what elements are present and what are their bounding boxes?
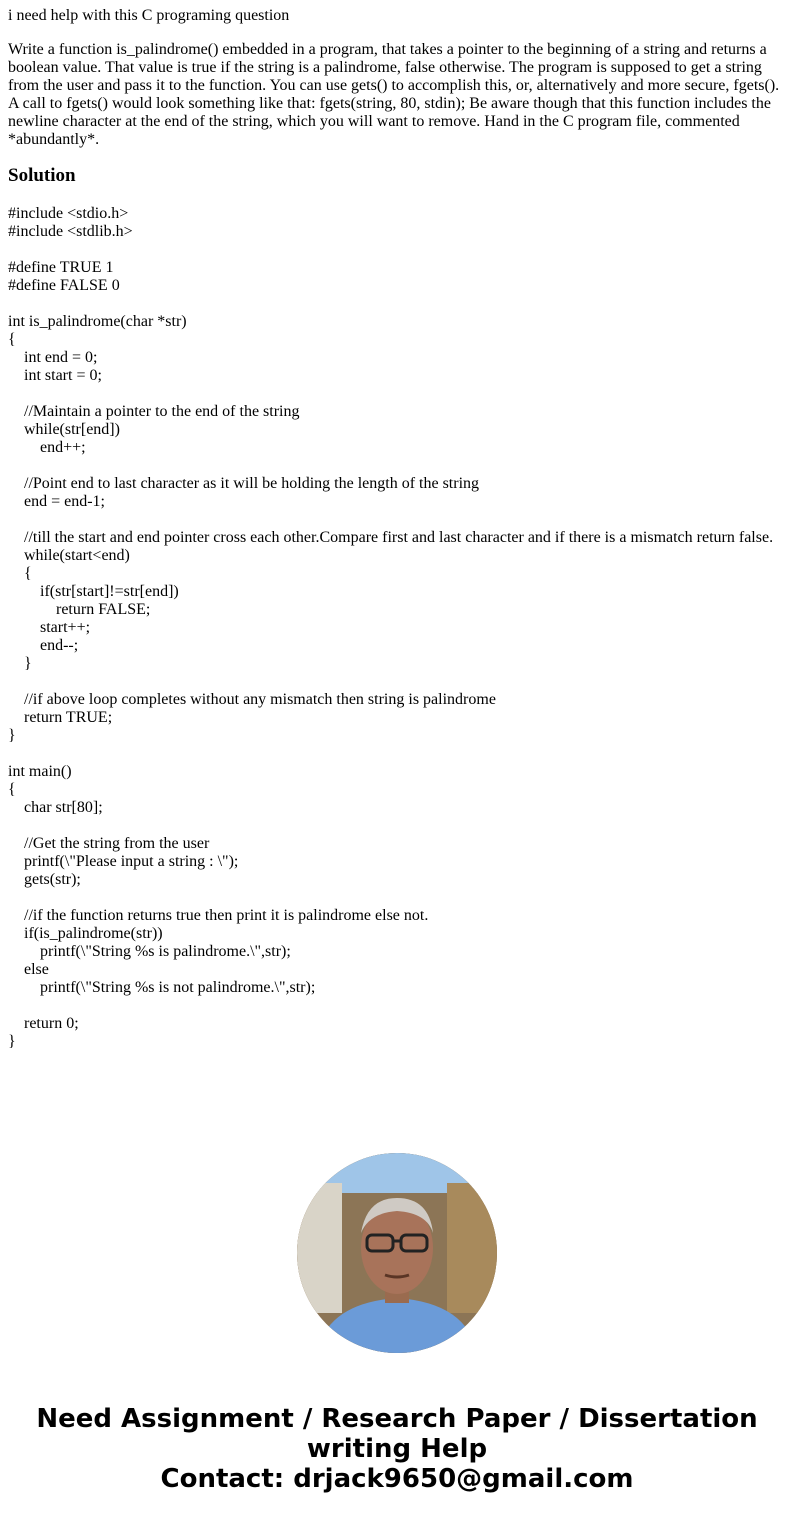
code-line xyxy=(8,457,786,475)
author-photo-avatar xyxy=(297,1153,497,1353)
code-line: { xyxy=(8,331,16,348)
solution-heading: Solution xyxy=(8,165,76,186)
banner-line-1: Need Assignment / Research Paper / Dissertation xyxy=(36,1404,758,1434)
banner-line-2: writing Help xyxy=(306,1434,488,1464)
code-line: #define TRUE 1 xyxy=(8,259,114,276)
code-line: printf(\"Please input a string : \"); xyxy=(24,853,239,870)
code-line: printf(\"String %s is palindrome.\",str); xyxy=(40,943,291,960)
code-line: return 0; xyxy=(24,1015,79,1032)
code-line: end--; xyxy=(40,637,79,654)
solution-code xyxy=(8,205,786,1051)
code-line: //if above loop completes without any mismatch then string is palindrome xyxy=(24,691,496,708)
code-line: end = end-1; xyxy=(24,493,105,510)
code-line: if(is_palindrome(str)) xyxy=(24,925,163,942)
code-line: } xyxy=(8,1033,16,1050)
code-line xyxy=(8,511,786,529)
code-line xyxy=(8,295,786,313)
code-line: while(start<end) xyxy=(24,547,130,564)
code-line: return TRUE; xyxy=(24,709,113,726)
code-line xyxy=(8,889,786,907)
code-line: char str[80]; xyxy=(24,799,103,816)
code-line: int main() xyxy=(8,763,72,780)
question-title: i need help with this C programing question xyxy=(8,7,290,24)
question-body: Write a function is_palindrome() embedded in a program, that takes a pointer to the beginning of a string and returns a boolean value. That value is true if the string is a palindrome, false otherwise. The program is supposed to get a string from the user and pass it to the function. You can use gets() to accomplish this, or, alternatively and more secure, fgets(). A call to fgets() would look something like that: fgets(string, 80, stdin); Be aware though that this function includes the newline character at the end of the string, which you will want to remove. Hand in the C program file, commented *abundantly*. xyxy=(8,41,780,148)
code-line: #define FALSE 0 xyxy=(8,277,120,294)
code-line: } xyxy=(8,727,16,744)
code-line: #include <stdio.h> xyxy=(8,205,129,222)
code-line: int end = 0; xyxy=(24,349,98,366)
code-line: //Get the string from the user xyxy=(24,835,210,852)
code-line: else xyxy=(24,961,49,978)
code-line: printf(\"String %s is not palindrome.\",str); xyxy=(40,979,316,996)
code-line: //Maintain a pointer to the end of the string xyxy=(24,403,300,420)
code-line: { xyxy=(24,565,32,582)
code-line: //till the start and end pointer cross each other.Compare first and last character and if there is a mismatch return false. xyxy=(24,529,774,546)
code-line: if(str[start]!=str[end]) xyxy=(40,583,179,600)
code-line: #include <stdlib.h> xyxy=(8,223,133,240)
code-line xyxy=(8,997,786,1015)
code-line: //Point end to last character as it will be holding the length of the string xyxy=(24,475,480,492)
code-line: end++; xyxy=(40,439,86,456)
code-line xyxy=(8,241,786,259)
code-line: int start = 0; xyxy=(24,367,102,384)
code-line: //if the function returns true then print it is palindrome else not. xyxy=(24,907,429,924)
code-line xyxy=(8,745,786,763)
code-line xyxy=(8,817,786,835)
code-line: } xyxy=(24,655,32,672)
code-line: return FALSE; xyxy=(56,601,151,618)
contact-banner xyxy=(0,1404,794,1494)
person-portrait-icon xyxy=(297,1153,497,1353)
code-line: int is_palindrome(char *str) xyxy=(8,313,187,330)
code-line xyxy=(8,385,786,403)
code-line: gets(str); xyxy=(24,871,81,888)
code-line: start++; xyxy=(40,619,91,636)
code-line xyxy=(8,673,786,691)
code-line: while(str[end]) xyxy=(24,421,120,438)
banner-line-3: Contact: drjack9650@gmail.com xyxy=(160,1464,634,1494)
code-line: { xyxy=(8,781,16,798)
